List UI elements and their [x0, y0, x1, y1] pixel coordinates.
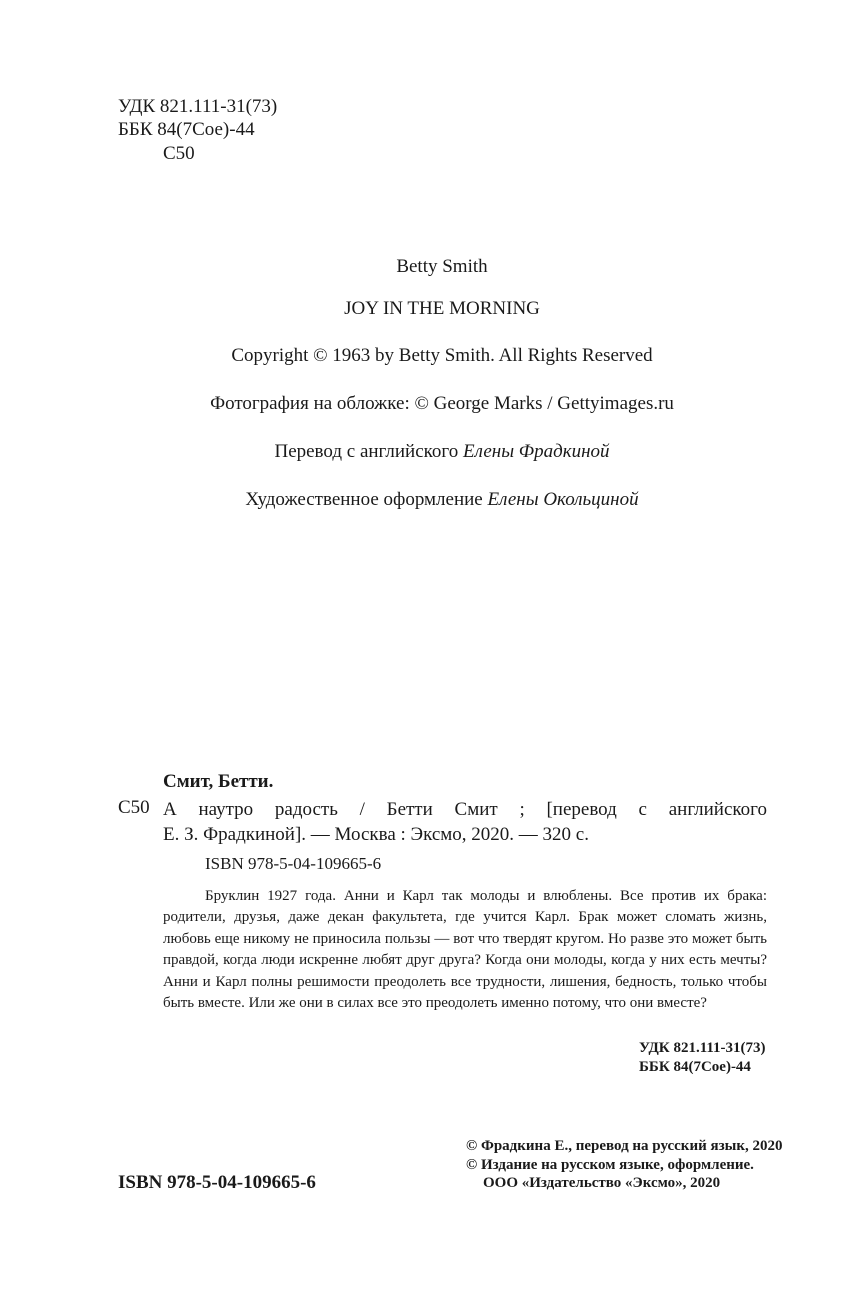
designer-name: Елены Окольциной: [487, 489, 639, 510]
footer-isbn: ISBN 978-5-04-109665-6: [118, 1172, 316, 1193]
book-annotation: Бруклин 1927 года. Анни и Карл так молоды и влюблены. Все против их брака: родители, друзья, даже декан факультета, где учится Карл. Брак может сломать жизнь, любовь еще никому не приносила пользы — вот что твердят кругом. Но разве это может быть правдой, когда люди искренне любят друг друга? Когда они молоды, когда у них есть мечты? Анни и Карл полны решимости преодолеть все трудности, лишения, бедность, только чтобы быть вместе. Или же они в силах все это преодолеть именно потому, что они вместе?: [163, 888, 767, 1012]
record-isbn: ISBN 978-5-04-109665-6: [205, 854, 382, 873]
record-bbk-code: ББК 84(7Сое)-44: [639, 1059, 751, 1075]
record-description-line: А наутро радость / Бетти Смит ; [перевод с английского: [163, 799, 767, 820]
record-description-line: Е. З. Фрадкиной]. — Москва : Эксмо, 2020. — 320 с.: [163, 824, 589, 845]
design-credit: [0, 489, 845, 511]
translation-prefix: Перевод с английского: [274, 441, 459, 462]
cutter-code: С50: [163, 143, 195, 164]
translation-copyright: © Фрадкина Е., перевод на русский язык, 2020: [466, 1138, 783, 1154]
edition-copyright: © Издание на русском языке, оформление.: [466, 1157, 754, 1173]
original-author: Betty Smith: [396, 256, 488, 277]
copyright-notice: Copyright © 1963 by Betty Smith. All Rights Reserved: [231, 345, 653, 366]
record-udk-code: УДК 821.111-31(73): [639, 1040, 766, 1056]
original-title: JOY IN THE MORNING: [344, 298, 540, 319]
translator-name: Елены Фрадкиной: [462, 441, 610, 462]
record-author-heading: Смит, Бетти.: [163, 771, 274, 792]
record-description: [163, 797, 767, 847]
publisher-copyright: ООО «Издательство «Эксмо», 2020: [483, 1175, 721, 1191]
bbk-code: ББК 84(7Сое)-44: [118, 119, 255, 140]
cover-photo-credit: Фотография на обложке: © George Marks / Gettyimages.ru: [210, 393, 674, 414]
record-cutter-code: С50: [118, 797, 150, 818]
translation-credit: [0, 441, 845, 463]
udk-code: УДК 821.111-31(73): [118, 96, 278, 117]
design-prefix: Художественное оформление: [245, 489, 483, 510]
